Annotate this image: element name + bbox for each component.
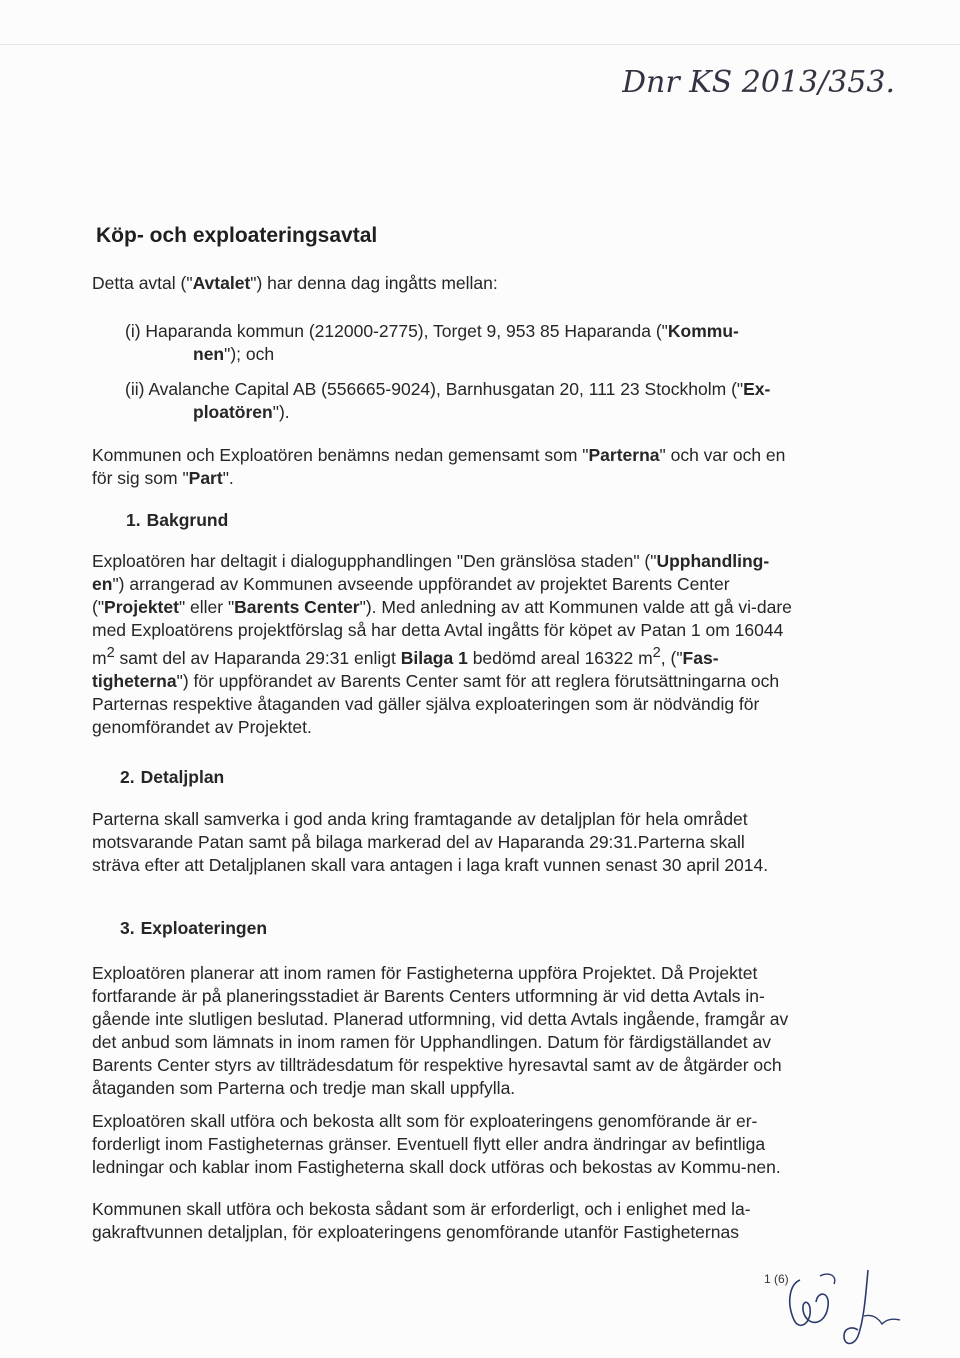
party-exploatoren: (ii) Avalanche Capital AB (556665-9024), Barnhusgatan 20, 111 23 Stockholm ("Ex- ploatören"). — [125, 379, 771, 422]
page-number: 1 (6) — [764, 1272, 789, 1286]
document-title: Köp- och exploateringsavtal — [96, 224, 378, 247]
intro-paragraph: Detta avtal ("Avtalet") har denna dag ingåtts mellan: — [92, 273, 498, 293]
section-heading-detaljplan: 2. Detaljplan — [120, 767, 225, 787]
exploateringen-paragraph-2: Exploatören skall utföra och bekosta allt som för exploateringens genomförande är er-forderligt inom Fastigheternas gränser. Eventuell flytt eller andra ändringar av befintliga ledningar och kablar inom Fastigheterna skall dock utföras och bekostas av Kommu-nen. — [92, 1111, 781, 1177]
exploateringen-paragraph-3: Kommunen skall utföra och bekosta sådant som är erforderligt, och i enlighet med la-gakraftvunnen detaljplan, för exploateringens genomförande utanför Fastigheternas — [92, 1199, 751, 1242]
bakgrund-paragraph: Exploatören har deltagit i dialogupphandlingen "Den gränslösa staden" ("Upphandling-en") arrangerad av Kommunen avseende uppförandet av projektet Barents Center ("Projektet" eller "Barents Center"). Med anledning av att Kommunen valde att gå vi-dare med Exploatörens projektförslag så har detta Avtal ingåtts för köpet av Patan 1 om 16044 $m^2$ samt del av Haparanda 29:31 enligt Bilaga 1 bedömd areal 16322 $m^2$, ("Fas-tigheterna") för uppförandet av Barents Center samt för att reglera förutsättningarna och Parternas respektive åtaganden vad gäller själva exploateringen som är nödvändig för genomförandet av Projektet. — [92, 551, 792, 737]
section-heading-bakgrund: 1. Bakgrund — [126, 510, 229, 530]
dnr-stamp-text: Dnr KS 2013/353. — [622, 65, 896, 100]
exploateringen-paragraph-1: Exploatören planerar att inom ramen för Fastigheterna uppföra Projektet. Då Projektet fortfarande är på planeringsstadiet är Barents Centers utformning är vid detta Avtals in-gående inte slutligen beslutad. Planerad utformning, vid detta Avtals ingående, framgår av det anbud som lämnats in inom ramen för Upphandlingen. Datum för färdigställandet av Barents Center styrs av tillträdesdatum för respektive hyresavtal samt av de åtgärder och åtaganden som Parterna och tredje man skall uppfylla. — [92, 963, 789, 1098]
handwritten-dnr-stamp — [622, 58, 942, 106]
parties-definition: Kommunen och Exploatören benämns nedan gemensamt som "Parterna" och var och en för sig som "Part". — [92, 445, 786, 488]
initials-signature — [760, 1262, 910, 1352]
scan-edge-line — [0, 44, 960, 45]
section-heading-exploateringen: 3. Exploateringen — [120, 918, 268, 938]
party-kommunen: (i) Haparanda kommun (212000-2775), Torget 9, 953 85 Haparanda ("Kommu- nen"); och — [125, 321, 739, 364]
detaljplan-paragraph: Parterna skall samverka i god anda kring framtagande av detaljplan för hela området motsvarande Patan samt på bilaga markerad del av Haparanda 29:31.Parterna skall sträva efter att Detaljplanen skall vara antagen i laga kraft vunnen senast 30 april 2014. — [92, 809, 769, 875]
